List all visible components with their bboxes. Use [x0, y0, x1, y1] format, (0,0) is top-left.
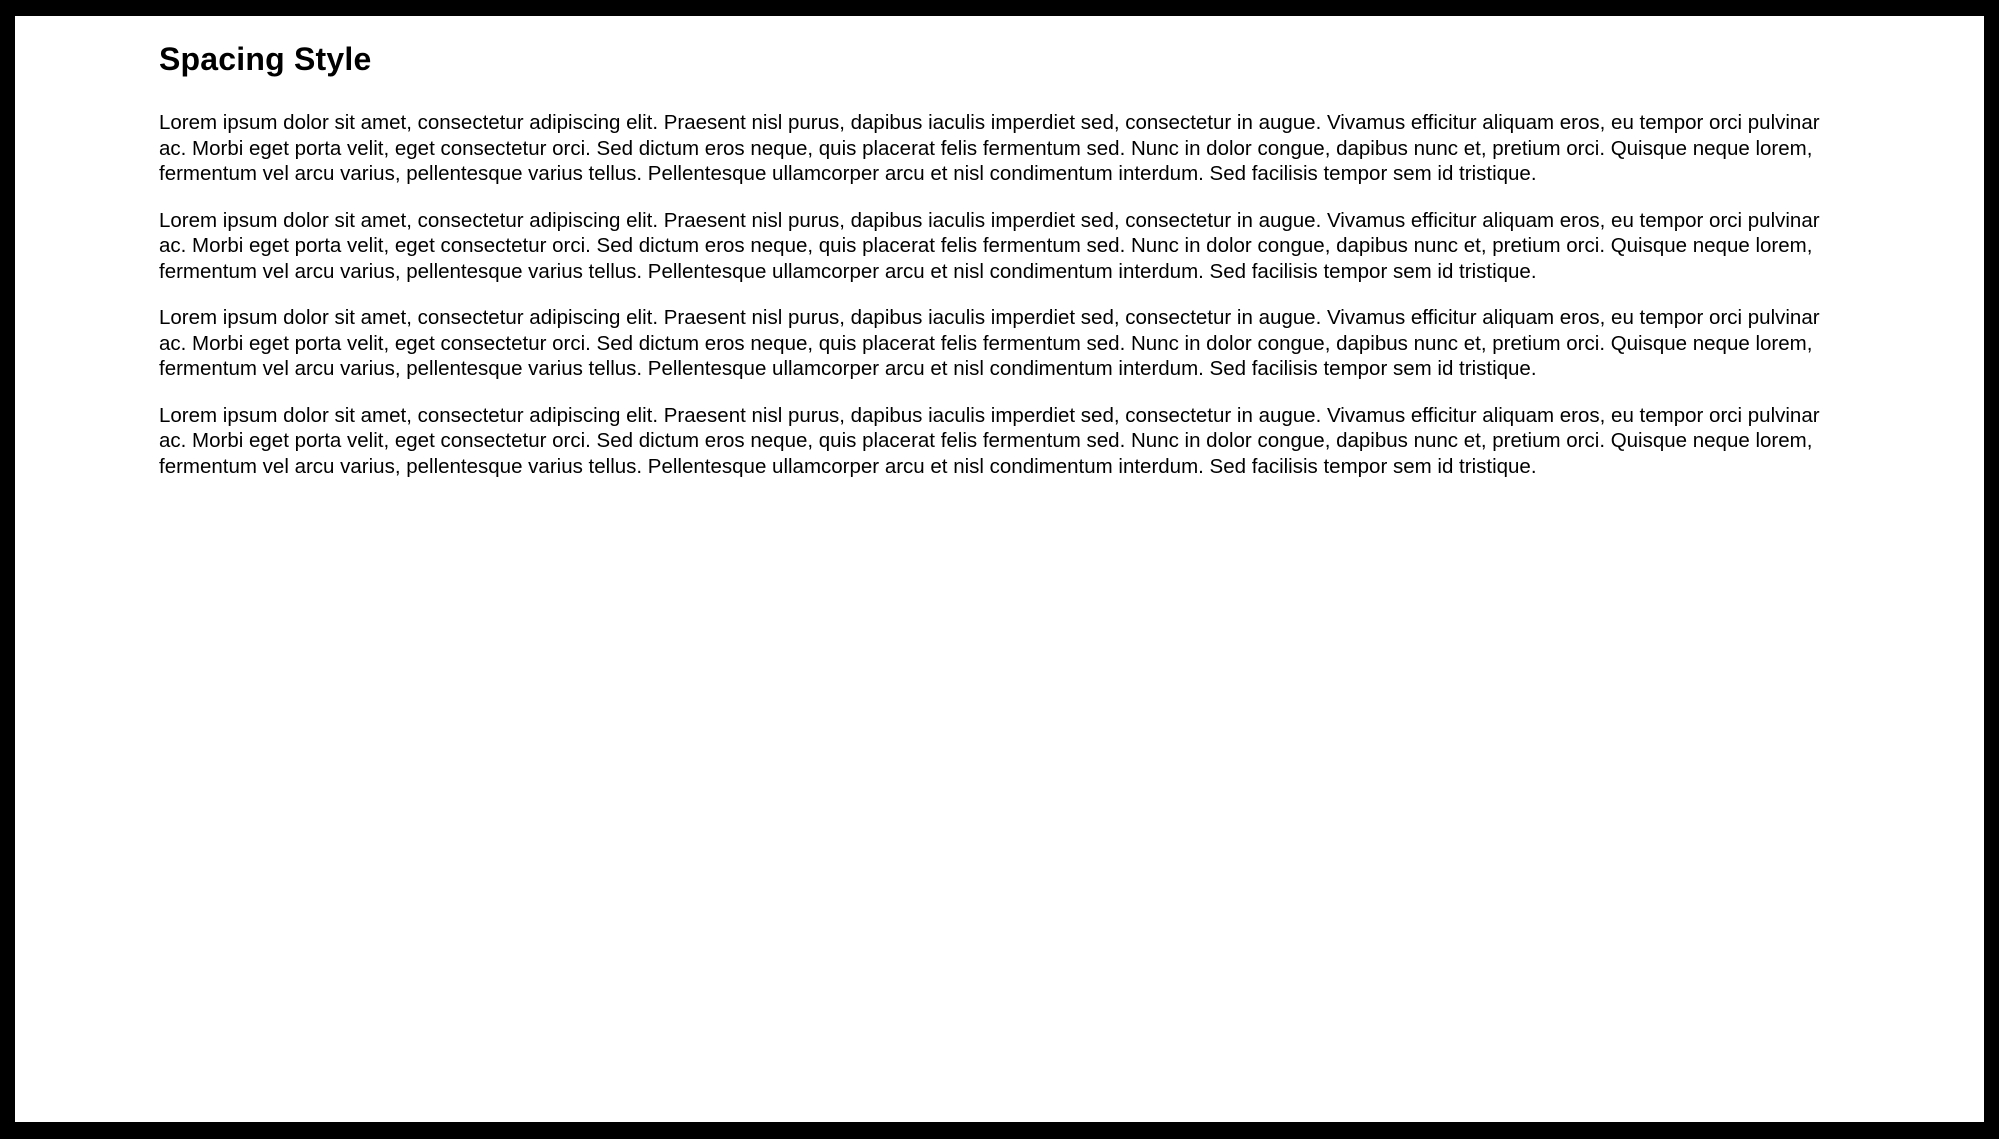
body-paragraph-4: Lorem ipsum dolor sit amet, consectetur adipiscing elit. Praesent nisl purus, dapibus iaculis imperdiet sed, consectetur in augue. Vivamus efficitur aliquam eros, eu tempor orci pulvinar ac. Morbi eget porta velit, eget consectetur orci. Sed dictum eros neque, quis placerat felis fermentum sed. Nunc in dolor congue, dapibus nunc et, pretium orci. Quisque neque lorem, fermentum vel arcu varius, pellentesque varius tellus. Pellentesque ullamcorper arcu et nisl condimentum interdum. Sed facilisis tempor sem id tristique. [159, 403, 1820, 478]
document-content [159, 40, 1839, 500]
page-title: Spacing Style [159, 41, 372, 77]
document-page [15, 16, 1984, 1122]
body-paragraph-1: Lorem ipsum dolor sit amet, consectetur adipiscing elit. Praesent nisl purus, dapibus iaculis imperdiet sed, consectetur in augue. Vivamus efficitur aliquam eros, eu tempor orci pulvinar ac. Morbi eget porta velit, eget consectetur orci. Sed dictum eros neque, quis placerat felis fermentum sed. Nunc in dolor congue, dapibus nunc et, pretium orci. Quisque neque lorem, fermentum vel arcu varius, pellentesque varius tellus. Pellentesque ullamcorper arcu et nisl condimentum interdum. Sed facilisis tempor sem id tristique. [159, 111, 1820, 185]
body-paragraph-2: Lorem ipsum dolor sit amet, consectetur adipiscing elit. Praesent nisl purus, dapibus iaculis imperdiet sed, consectetur in augue. Vivamus efficitur aliquam eros, eu tempor orci pulvinar ac. Morbi eget porta velit, eget consectetur orci. Sed dictum eros neque, quis placerat felis fermentum sed. Nunc in dolor congue, dapibus nunc et, pretium orci. Quisque neque lorem, fermentum vel arcu varius, pellentesque varius tellus. Pellentesque ullamcorper arcu et nisl condimentum interdum. Sed facilisis tempor sem id tristique. [159, 208, 1820, 283]
body-paragraph-3: Lorem ipsum dolor sit amet, consectetur adipiscing elit. Praesent nisl purus, dapibus iaculis imperdiet sed, consectetur in augue. Vivamus efficitur aliquam eros, eu tempor orci pulvinar ac. Morbi eget porta velit, eget consectetur orci. Sed dictum eros neque, quis placerat felis fermentum sed. Nunc in dolor congue, dapibus nunc et, pretium orci. Quisque neque lorem, fermentum vel arcu varius, pellentesque varius tellus. Pellentesque ullamcorper arcu et nisl condimentum interdum. Sed facilisis tempor sem id tristique. [159, 306, 1820, 380]
